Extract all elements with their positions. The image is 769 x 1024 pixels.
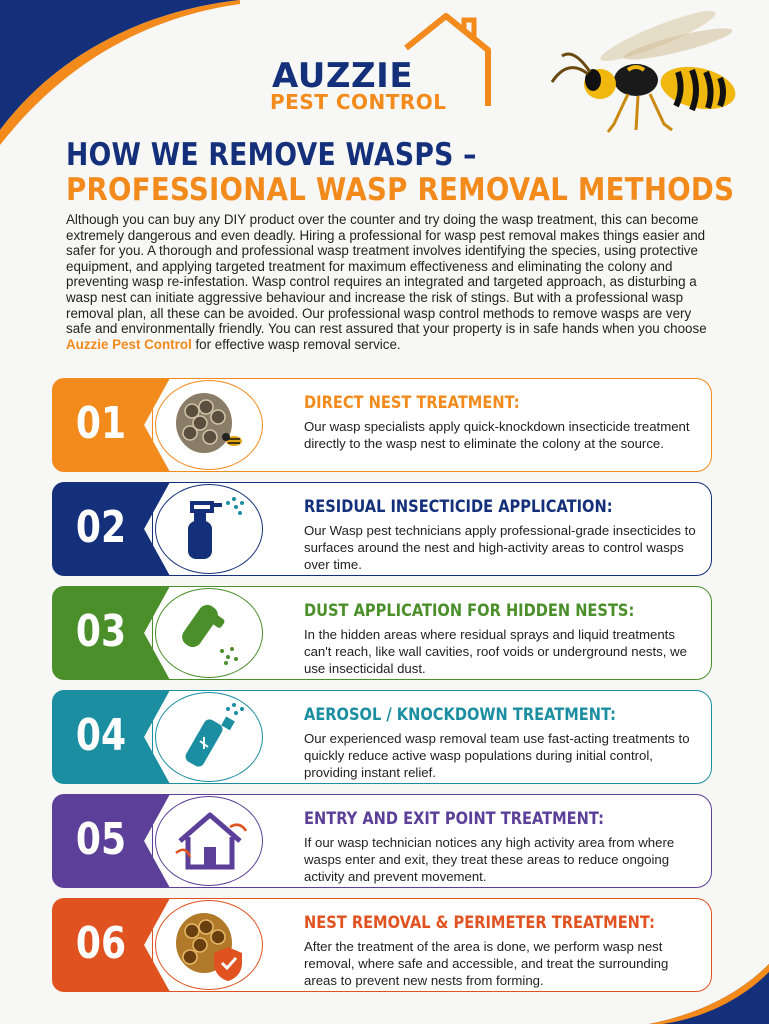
intro-text-end: for effective wasp removal service. [191, 336, 401, 352]
step-number: 05 [75, 814, 127, 865]
step-title: RESIDUAL INSECTICIDE APPLICATION: [304, 497, 613, 517]
step-title: DUST APPLICATION FOR HIDDEN NESTS: [304, 601, 635, 621]
step-title: NEST REMOVAL & PERIMETER TREATMENT: [304, 913, 655, 933]
step-title: ENTRY AND EXIT POINT TREATMENT: [304, 809, 604, 829]
step-card-01 [52, 378, 712, 472]
step-description: If our wasp technician notices any high activity area from where wasps enter and exit, they treat these areas to reduce ongoing activity and prevent movement. [304, 835, 675, 884]
logo-tagline: PEST CONTROL [270, 90, 447, 114]
logo-wordmark: AUZZIE [272, 56, 414, 96]
intro-paragraph [66, 212, 712, 352]
step-description: In the hidden areas where residual sprays and liquid treatments can't reach, like wall cavities, roof voids or underground nests, we use insecticidal dust. [304, 627, 687, 676]
intro-brand-name: Auzzie Pest Control [66, 336, 192, 352]
step-number: 06 [75, 918, 127, 969]
step-number: 04 [75, 710, 127, 761]
page-title: HOW WE REMOVE WASPS – [66, 137, 477, 173]
house-entry-icon [170, 803, 250, 879]
step-description: Our experienced wasp removal team use fast-acting treatments to quickly reduce active wasp populations during initial control, providing instant relief. [304, 731, 690, 780]
page-subtitle: PROFESSIONAL WASP REMOVAL METHODS [66, 172, 735, 208]
wasp-illustration [538, 8, 753, 153]
step-title: AEROSOL / KNOCKDOWN TREATMENT: [304, 705, 617, 725]
step-number: 03 [75, 606, 127, 657]
step-card-03 [52, 586, 712, 680]
dust-applicator-icon [170, 595, 250, 671]
intro-text: Although you can buy any DIY product over the counter and try doing the wasp treatment, this can become extremely dangerous and even deadly. Hiring a professional for wasp pest removal makes things easier and safer for you. A thorough and professional wasp treatment involves identifying the species, using protective equipment, and applying targeted treatment for maximum effectiveness and eliminating the colony and preventing wasp re-infestation. Wasp control requires an integrated and targeted approach, as disturbing a wasp nest can initiate aggressive behaviour and increase the risk of stings. But with a professional wasp removal plan, all these can be avoided. Our professional wasp control methods to remove wasps are very safe and environmentally friendly. You can rest assured that your property is in safe hands when you choose [66, 212, 707, 337]
sprayer-icon [170, 491, 250, 567]
aerosol-can-icon [170, 699, 250, 775]
step-description: After the treatment of the area is done, we perform wasp nest removal, where safe and accessible, and treat the surrounding areas to prevent new nests from forming. [304, 939, 669, 988]
brand-logo [268, 10, 498, 114]
step-description: Our Wasp pest technicians apply professional-grade insecticides to surfaces around the nest and high-activity areas to control wasps over time. [304, 523, 696, 572]
step-card-06 [52, 898, 712, 992]
step-title: DIRECT NEST TREATMENT: [304, 393, 520, 413]
wasp-nest-icon [170, 387, 250, 463]
step-card-05 [52, 794, 712, 888]
step-description: Our wasp specialists apply quick-knockdown insecticide treatment directly to the wasp nest to eliminate the colony at the source. [304, 419, 690, 451]
step-number: 02 [75, 502, 127, 553]
step-card-02 [52, 482, 712, 576]
step-card-04 [52, 690, 712, 784]
honeycomb-shield-icon [170, 907, 250, 983]
step-number: 01 [75, 398, 127, 449]
